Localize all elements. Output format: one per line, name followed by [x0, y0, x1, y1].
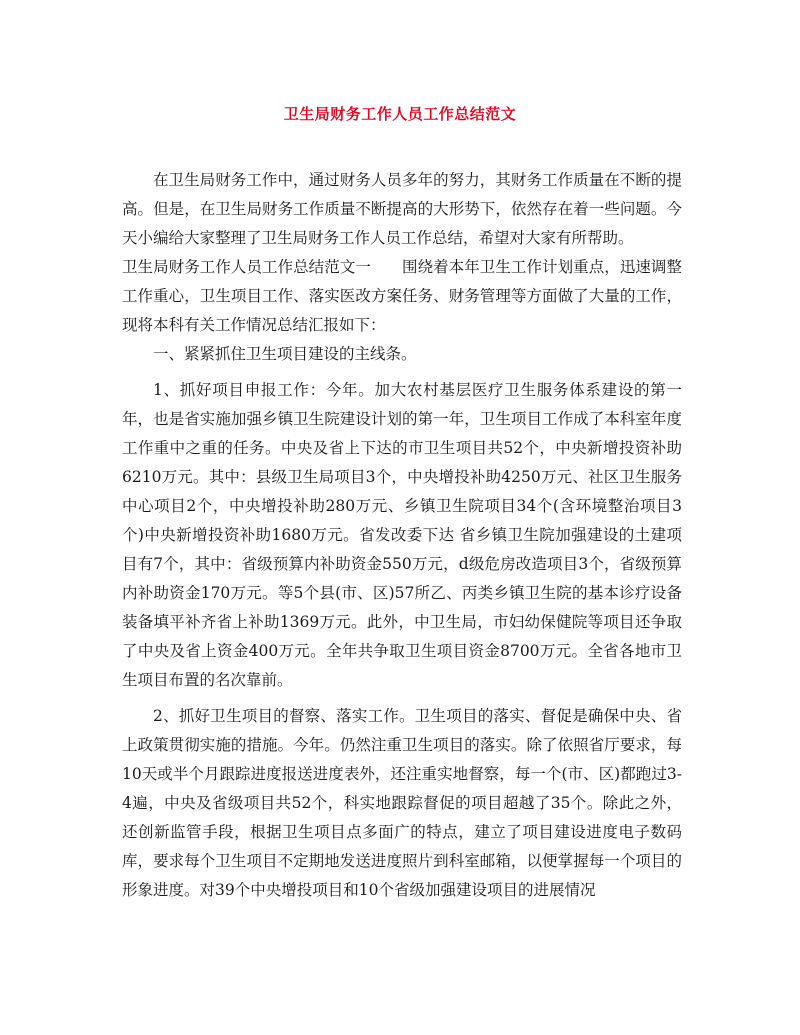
- document-title: 卫生局财务工作人员工作总结范文: [283, 105, 517, 123]
- item-2-paragraph: 2、抓好卫生项目的督察、落实工作。卫生项目的落实、督促是确保中央、省上政策贯彻实施的措施。今年。仍然注重卫生项目的落实。除了依照省厅要求，每10天或半个月跟踪进度报送进度表外，还注重实地督察，每一个(市、区)都跑过3-4遍，中央及省级项目共52个，科实地跟踪督促的项目超越了35个。除此之外，还创新监管手段，根据卫生项目点多面广的特点，建立了项目建设进度电子数码库，要求每个卫生项目不定期地发送进度照片到科室邮箱，以便掌握每一个项目的形象进度。对39个中央增投项目和10个省级加强建设项目的进展情况: [122, 707, 682, 899]
- document-body: [122, 166, 682, 905]
- summary-heading-paragraph: 卫生局财务工作人员工作总结范文一 围绕着本年卫生工作计划重点，迅速调整工作重心，卫生项目工作、落实医改方案任务、财务管理等方面做了大量的工作，现将本科有关工作情况总结汇报如下：: [122, 258, 682, 334]
- intro-paragraph: 在卫生局财务工作中，通过财务人员多年的努力，其财务工作质量在不断的提高。但是，在卫生局财务工作质量不断提高的大形势下，依然存在着一些问题。今天小编给大家整理了卫生局财务工作人员工作总结，希望对大家有所帮助。: [122, 171, 682, 247]
- item-1-paragraph: 1、抓好项目申报工作：今年。加大农村基层医疗卫生服务体系建设的第一年，也是省实施加强乡镇卫生院建设计划的第一年，卫生项目工作成了本科室年度工作重中之重的任务。中央及省上下达的市卫生项目共52个，中央新增投资补助6210万元。其中：县级卫生局项目3个，中央增投补助4250万元、社区卫生服务中心项目2个，中央增投补助280万元、乡镇卫生院项目34个(含环境整治项目3个)中央新增投资补助1680万元。省发改委下达 省乡镇卫生院加强建设的土建项目有7个，其中：省级预算内补助资金550万元，d级危房改造项目3个，省级预算内补助资金170万元。等5个县(市、区)57所乙、丙类乡镇卫生院的基本诊疗设备装备填平补齐省上补助1369万元。此外，中卫生局，市妇幼保健院等项目还争取了中央及省上资金400万元。全年共争取卫生项目资金8700万元。全省各地市卫生项目布置的名次靠前。: [122, 381, 682, 689]
- section-heading: 一、紧紧抓住卫生项目建设的主线条。: [153, 345, 417, 363]
